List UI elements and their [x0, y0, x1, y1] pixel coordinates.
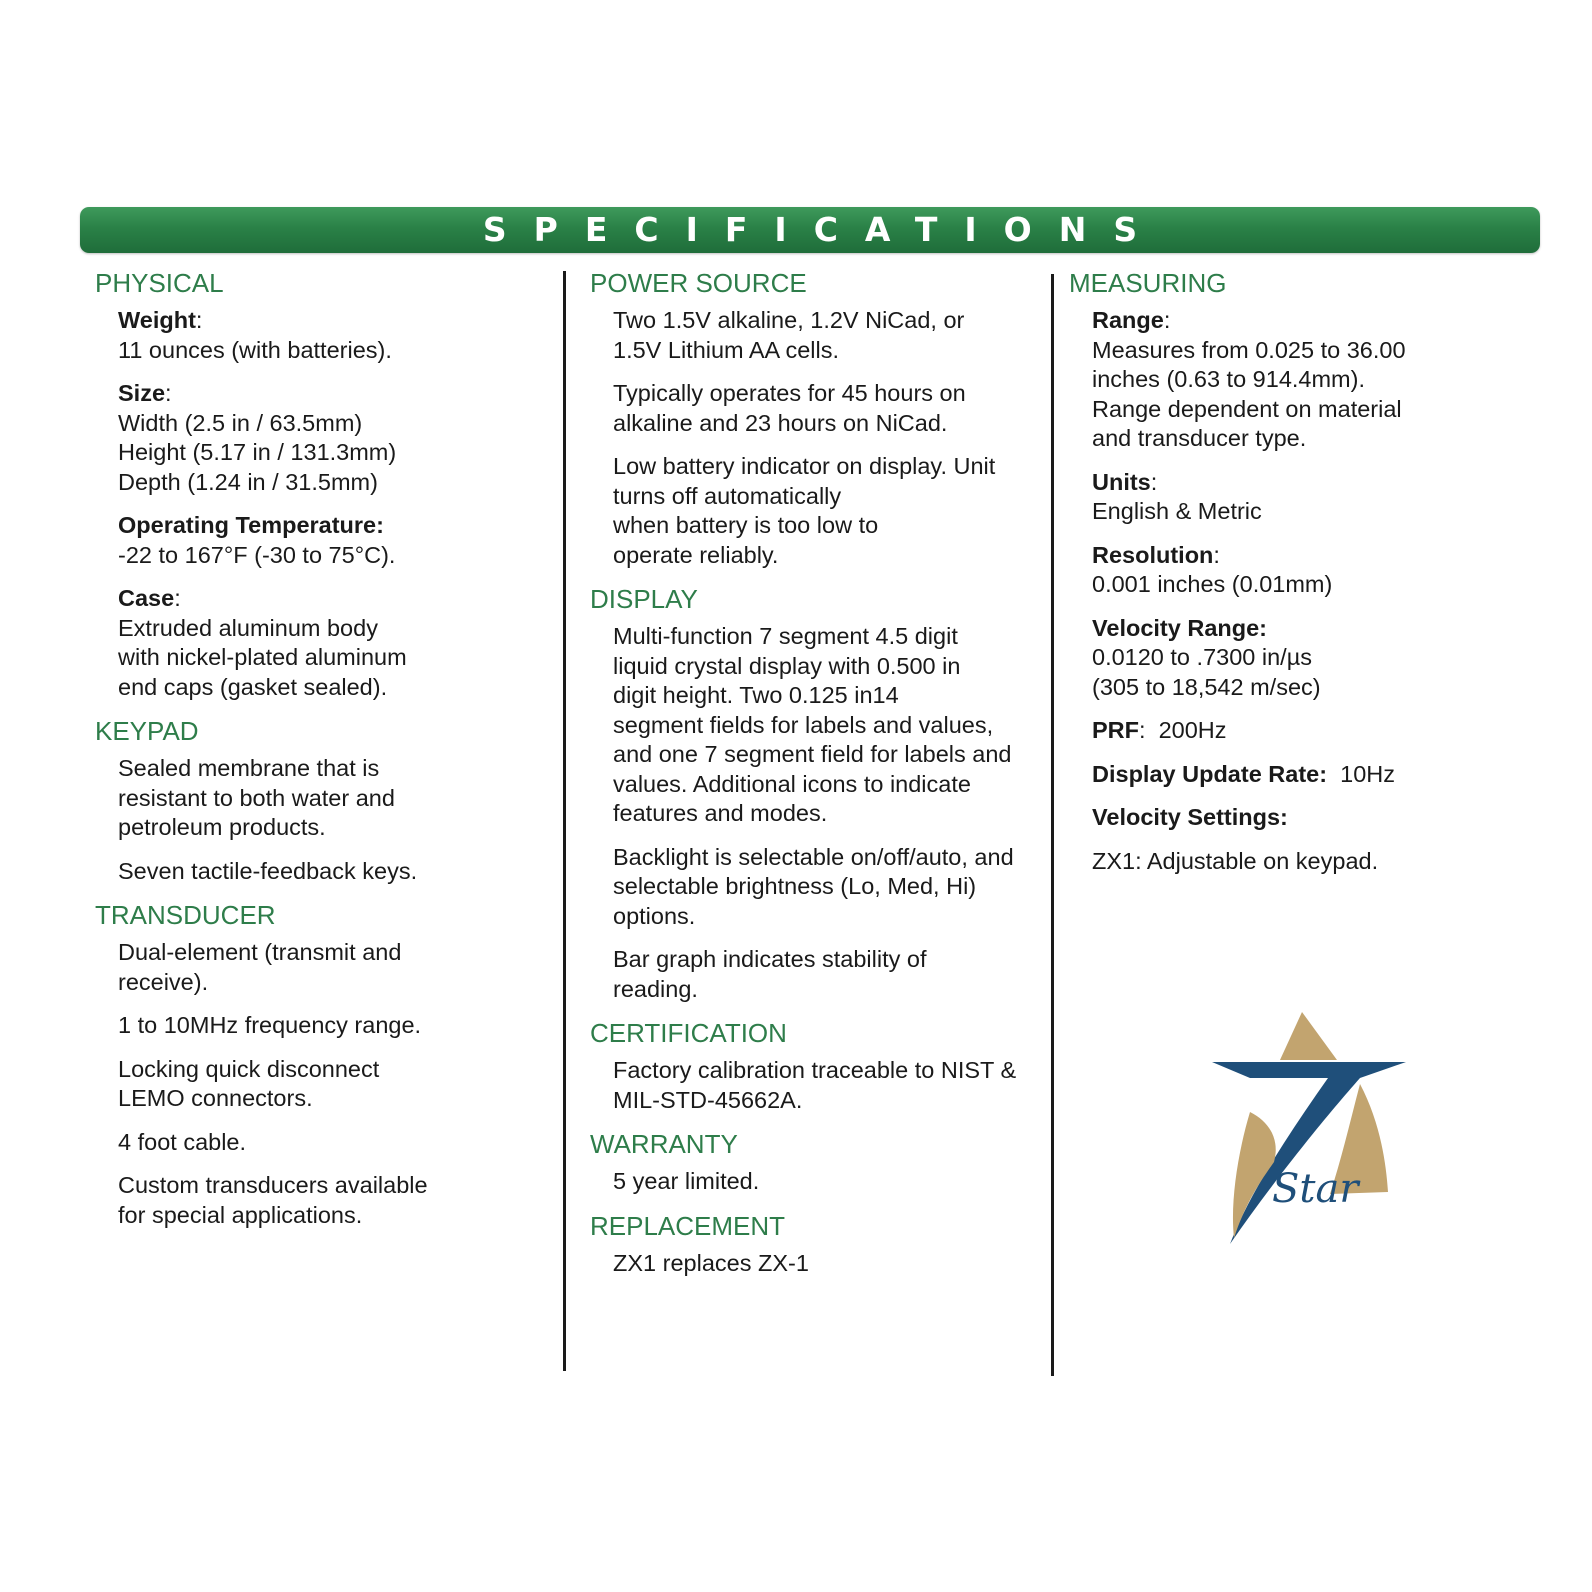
spec-text-line: end caps (gasket sealed).: [118, 673, 388, 700]
spec-label: Case: [118, 585, 175, 611]
spec-text-line: values. Additional icons to indicate: [613, 770, 971, 797]
spec-text-line: 4 foot cable.: [118, 1128, 247, 1155]
section-physical: [95, 268, 545, 702]
section-heading: MEASURING: [1069, 268, 1227, 298]
spec-entry-heading: [118, 511, 545, 541]
spec-entry: [613, 1056, 1050, 1115]
section-power-source: [590, 268, 1050, 570]
spec-inline-value: : 200Hz: [1139, 717, 1227, 743]
spec-label: Velocity Settings:: [1092, 804, 1288, 830]
spec-text-line: ZX1 replaces ZX-1: [613, 1249, 809, 1276]
spec-label: Range: [1092, 307, 1164, 333]
spec-label: Operating Temperature:: [118, 512, 384, 538]
spec-entry: [118, 1055, 545, 1114]
specs-column-left: [95, 268, 545, 1244]
spec-label: Size: [118, 380, 166, 406]
spec-entry: [118, 754, 545, 843]
spec-entry-heading: [1092, 760, 1489, 790]
spec-text-line: and transducer type.: [1092, 425, 1307, 451]
spec-text-line: Sealed membrane that is: [118, 755, 380, 781]
section-transducer: [95, 900, 545, 1230]
spec-text-line: inches (0.63 to 914.4mm).: [1092, 366, 1365, 392]
spec-inline-value: :: [1163, 307, 1171, 333]
spec-text-line: 5 year limited.: [613, 1168, 760, 1194]
spec-entry-heading: [118, 584, 545, 614]
spec-inline-value: :: [1213, 541, 1220, 568]
spec-entry: [118, 1128, 545, 1158]
spec-entry: [1092, 803, 1489, 833]
spec-label: Units: [1092, 468, 1151, 495]
spec-text-line: Range dependent on material: [1092, 395, 1402, 422]
spec-text-line: Dual-element (transmit and: [118, 939, 402, 965]
spec-text-line: Extruded aluminum body: [118, 614, 378, 641]
spec-entry: [613, 622, 1050, 829]
spec-inline-value: :: [174, 585, 181, 611]
spec-inline-value: 10Hz: [1327, 760, 1395, 787]
spec-text-line: MIL-STD-45662A.: [613, 1086, 803, 1113]
spec-text-line: with nickel-plated aluminum: [118, 644, 407, 670]
spec-text-line: Multi-function 7 segment 4.5 digit: [613, 623, 958, 649]
spec-inline-value: :: [165, 380, 172, 406]
section-measuring: [1069, 268, 1489, 876]
spec-entry-heading: [118, 379, 545, 409]
spec-entry: [118, 511, 545, 570]
spec-entry: [118, 1011, 545, 1041]
spec-entry: [613, 452, 1050, 570]
section-heading: WARRANTY: [590, 1129, 738, 1159]
spec-text-line: alkaline and 23 hours on NiCad.: [613, 409, 948, 436]
spec-label: Resolution: [1092, 541, 1214, 568]
spec-text-line: operate reliably.: [613, 541, 779, 568]
spec-text-line: Bar graph indicates stability of: [613, 946, 927, 972]
spec-text-line: features and modes.: [613, 800, 828, 826]
spec-text-line: Seven tactile-feedback keys.: [118, 857, 418, 884]
spec-text-line: 1 to 10MHz frequency range.: [118, 1012, 422, 1038]
spec-entry-heading: [1092, 803, 1489, 833]
spec-entry: [613, 1249, 1050, 1279]
spec-entry: [118, 379, 545, 497]
spec-entry: [1092, 541, 1489, 600]
column-divider-left: [563, 271, 566, 1371]
spec-text-line: Two 1.5V alkaline, 1.2V NiCad, or: [613, 307, 965, 333]
spec-entry-heading: [1092, 468, 1489, 498]
spec-text-line: digit height. Two 0.125 in14: [613, 682, 899, 708]
spec-text-line: Custom transducers available: [118, 1172, 428, 1198]
spec-text-line: 11 ounces (with batteries).: [118, 336, 392, 363]
specifications-banner: [80, 207, 1540, 253]
spec-text-line: -22 to 167°F (-30 to 75°C).: [118, 541, 396, 568]
section-heading: CERTIFICATION: [590, 1018, 787, 1048]
seven-star-logo: [1210, 1012, 1410, 1252]
spec-entry: [118, 857, 545, 887]
spec-entry: [1092, 847, 1489, 877]
spec-entry: [613, 1167, 1050, 1197]
section-heading: DISPLAY: [590, 584, 698, 614]
spec-entry: [118, 306, 545, 365]
spec-text-line: Height (5.17 in / 131.3mm): [118, 439, 397, 465]
spec-text-line: reading.: [613, 975, 698, 1002]
spec-entry: [1092, 614, 1489, 703]
spec-entry: [118, 1171, 545, 1230]
section-display: [590, 584, 1050, 1004]
spec-text-line: ZX1: Adjustable on keypad.: [1092, 847, 1379, 874]
spec-entry: [118, 584, 545, 702]
spec-text-line: Width (2.5 in / 63.5mm): [118, 409, 363, 436]
spec-entry: [118, 938, 545, 997]
spec-text-line: options.: [613, 902, 696, 929]
section-certification: [590, 1018, 1050, 1115]
spec-entry-heading: [118, 306, 545, 336]
spec-entry-heading: [1092, 306, 1489, 336]
spec-text-line: liquid crystal display with 0.500 in: [613, 652, 961, 679]
section-heading: TRANSDUCER: [95, 900, 276, 930]
spec-inline-value: :: [1150, 468, 1158, 495]
spec-text-line: receive).: [118, 968, 209, 995]
spec-entry: [613, 379, 1050, 438]
section-keypad: [95, 716, 545, 886]
spec-text-line: Backlight is selectable on/off/auto, and: [613, 843, 1014, 870]
spec-entry-heading: [1092, 614, 1489, 644]
spec-label: PRF: [1092, 717, 1139, 743]
spec-text-line: and one 7 segment field for labels and: [613, 741, 1012, 767]
spec-entry-heading: [1092, 541, 1489, 571]
section-heading: POWER SOURCE: [590, 268, 807, 298]
spec-label: Display Update Rate:: [1092, 760, 1328, 787]
spec-label: Velocity Range:: [1092, 614, 1267, 641]
section-heading: PHYSICAL: [95, 268, 224, 298]
column-divider-right: [1051, 274, 1054, 1376]
section-warranty: [590, 1129, 1050, 1197]
spec-text-line: Low battery indicator on display. Unit: [613, 453, 996, 479]
spec-entry: [1092, 306, 1489, 454]
logo-wordmark: Star: [1272, 1166, 1359, 1212]
spec-text-line: Locking quick disconnect: [118, 1055, 380, 1082]
spec-text-line: petroleum products.: [118, 814, 326, 840]
spec-entry: [613, 306, 1050, 365]
spec-entry-heading: [1092, 716, 1489, 746]
spec-entry: [613, 945, 1050, 1004]
banner-title: SPECIFICATIONS: [482, 210, 1165, 249]
spec-entry: [1092, 760, 1489, 790]
specs-column-right: [1069, 268, 1489, 890]
spec-text-line: 0.001 inches (0.01mm): [1092, 571, 1333, 597]
spec-text-line: Measures from 0.025 to 36.00: [1092, 336, 1406, 363]
spec-text-line: Typically operates for 45 hours on: [613, 380, 966, 406]
spec-text-line: resistant to both water and: [118, 784, 395, 811]
section-heading: REPLACEMENT: [590, 1210, 786, 1241]
spec-text-line: Depth (1.24 in / 31.5mm): [118, 468, 378, 495]
spec-text-line: LEMO connectors.: [118, 1085, 313, 1111]
spec-inline-value: :: [195, 307, 203, 333]
spec-text-line: selectable brightness (Lo, Med, Hi): [613, 873, 977, 899]
spec-text-line: Factory calibration traceable to NIST &: [613, 1057, 1017, 1083]
spec-text-line: (305 to 18,542 m/sec): [1092, 673, 1321, 700]
specs-column-middle: [590, 268, 1050, 1292]
spec-entry: [613, 843, 1050, 932]
section-replacement: [590, 1211, 1050, 1279]
spec-entry: [1092, 716, 1489, 746]
spec-text-line: English & Metric: [1092, 498, 1262, 524]
spec-text-line: 0.0120 to .7300 in/µs: [1092, 644, 1312, 670]
spec-text-line: segment fields for labels and values,: [613, 711, 994, 738]
seven-star-logo-icon: [1210, 1012, 1410, 1252]
spec-text-line: turns off automatically: [613, 482, 842, 509]
spec-label: Weight: [118, 307, 196, 333]
spec-text-line: 1.5V Lithium AA cells.: [613, 336, 839, 363]
spec-entry: [1092, 468, 1489, 527]
spec-text-line: when battery is too low to: [613, 512, 879, 538]
section-heading: KEYPAD: [95, 716, 199, 746]
spec-text-line: for special applications.: [118, 1201, 363, 1228]
